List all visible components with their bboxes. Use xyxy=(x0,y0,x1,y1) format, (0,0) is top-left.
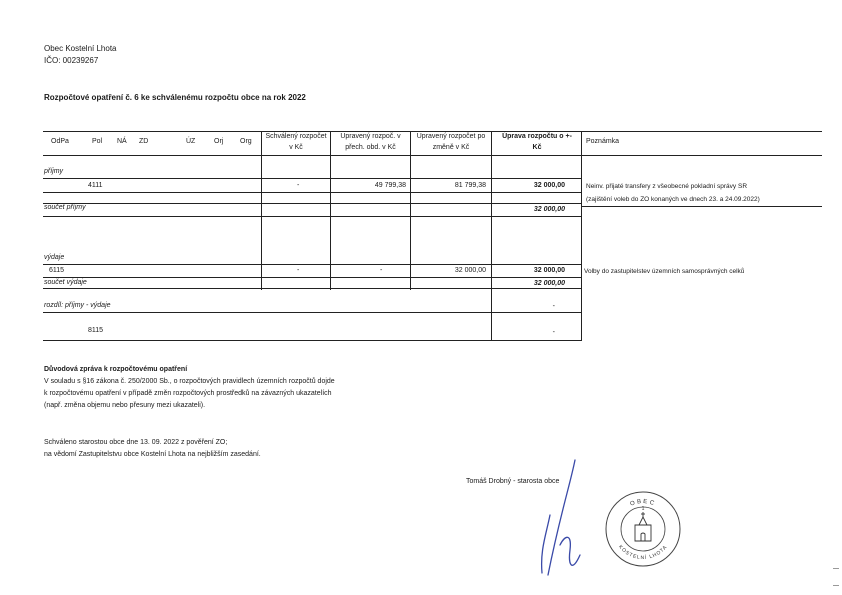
header-upraveny-po: Upravený rozpočet po změně v Kč xyxy=(416,133,486,151)
financing-value: - xyxy=(552,329,555,336)
reasoning-title: Důvodová zpráva k rozpočtovému opatření xyxy=(44,366,188,373)
reasoning-line-2: k rozpočtovému opatření v případě změn rozpočtových prostředků na závazných ukazatelích xyxy=(44,390,332,397)
header-uprava: Úprava rozpočtu o +- Kč xyxy=(502,133,572,151)
signatory-name: Tomáš Drobný - starosta obce xyxy=(466,478,560,485)
vydaje-schvaleny: - xyxy=(297,267,300,274)
handwritten-signature xyxy=(520,455,600,585)
prijmy-upraveny: 49 799,38 xyxy=(374,182,406,189)
header-zd: ZD xyxy=(139,138,149,145)
svg-text:KOSTELNÍ LHOTA xyxy=(617,544,669,561)
header-schvaleny: Schválený rozpočet v Kč xyxy=(265,133,327,151)
reasoning-line-1: V souladu s §16 zákona č. 250/2000 Sb., o rozpočtových pravidlech územních rozpočtů dojde xyxy=(44,378,335,385)
municipal-stamp xyxy=(603,489,683,569)
vydaje-uprava: 32 000,00 xyxy=(533,267,565,274)
ico-number: IČO: 00239267 xyxy=(44,56,99,65)
header-uz: ÚZ xyxy=(186,138,196,145)
rozdil-label: rozdíl: příjmy - výdaje xyxy=(44,302,111,309)
header-org: Org xyxy=(240,138,252,145)
header-pol: Pol xyxy=(92,138,103,145)
approval-line-1: Schváleno starostou obce dne 13. 09. 2022 z pověření ZO; xyxy=(44,439,228,446)
prijmy-note-2: (zajištění voleb do ZO konaných ve dnech 23. a 24.09.2022) xyxy=(586,196,760,203)
rozdil-value: - xyxy=(552,303,555,310)
soucet-prijmy-label: součet příjmy xyxy=(44,204,86,211)
vydaje-upraveny-po: 32 000,00 xyxy=(454,267,486,274)
soucet-vydaje-value: 32 000,00 xyxy=(533,280,565,287)
vydaje-note: Volby do zastupitelstev územních samosprávných celků xyxy=(584,268,745,275)
scan-mark xyxy=(833,568,839,569)
prijmy-pol: 4111 xyxy=(88,182,103,189)
header-poznamka: Poznámka xyxy=(586,138,620,145)
header-orj: Orj xyxy=(214,138,224,145)
reasoning-line-3: (např. změna objemu nebo přesuny mezi ukazateli). xyxy=(44,402,206,409)
stamp-number: 1 xyxy=(641,506,645,512)
header-upraveny: Upravený rozpoč. v přech. obd. v Kč xyxy=(340,133,401,151)
vydaje-odpa: 6115 xyxy=(49,267,65,274)
stamp-bottom-text: KOSTELNÍ LHOTA xyxy=(617,544,669,562)
prijmy-uprava: 32 000,00 xyxy=(533,182,565,189)
financing-pol: 8115 xyxy=(88,327,104,334)
soucet-vydaje-label: součet výdaje xyxy=(44,279,87,286)
scan-mark xyxy=(833,585,839,586)
vydaje-upraveny: - xyxy=(380,267,383,274)
approval-line-2: na vědomí Zastupitelstvu obce Kostelní Lhota na nejbližším zasedání. xyxy=(44,451,261,458)
header-odpa: OdPa xyxy=(51,138,69,145)
header-na: NÁ xyxy=(117,138,127,145)
church-emblem-icon xyxy=(635,512,651,541)
municipality-name: Obec Kostelní Lhota xyxy=(44,44,117,53)
prijmy-schvaleny: - xyxy=(297,182,300,189)
prijmy-note-1: Neinv. přijaté transfery z všeobecné pokladní správy SR xyxy=(586,183,748,190)
prijmy-upraveny-po: 81 799,38 xyxy=(454,182,486,189)
prijmy-label: příjmy xyxy=(44,168,64,175)
stamp-top-text: OBEC xyxy=(629,498,657,508)
vydaje-label: výdaje xyxy=(44,254,65,261)
document-title: Rozpočtové opatření č. 6 ke schválenému rozpočtu obce na rok 2022 xyxy=(44,93,306,102)
soucet-prijmy-value: 32 000,00 xyxy=(533,206,565,213)
